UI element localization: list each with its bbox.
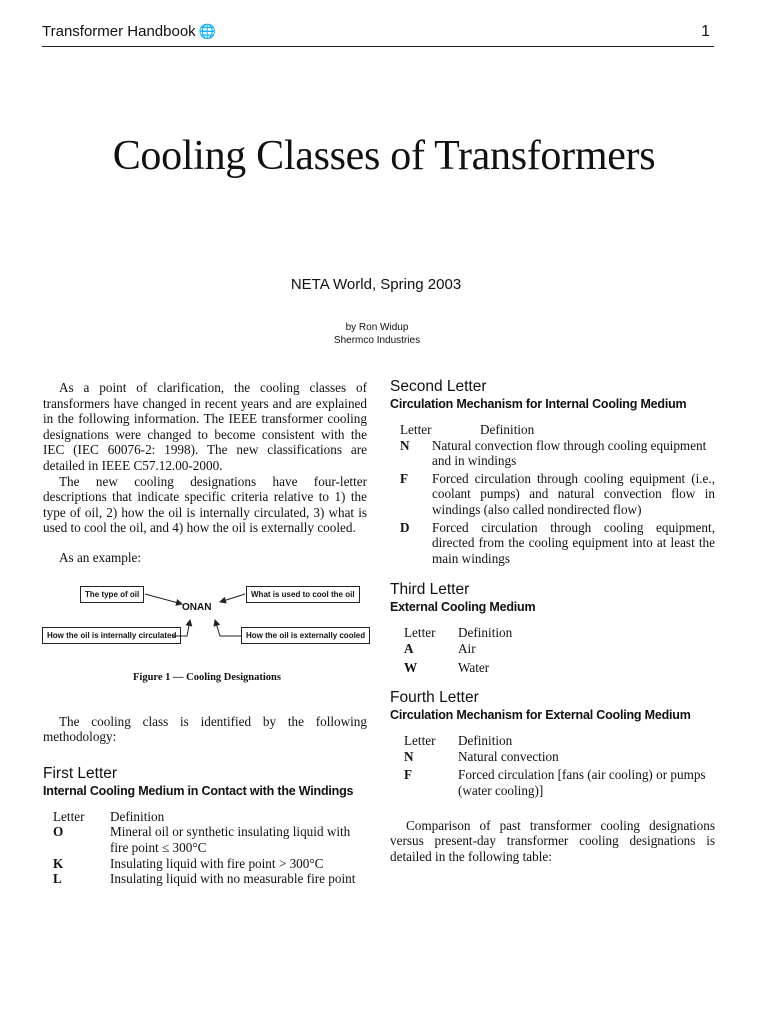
header-title: Transformer Handbook 🌐 — [42, 23, 217, 40]
label-internal-circulation: How the oil is internally circulated — [42, 627, 181, 644]
second-letter-heading: Second Letter — [390, 378, 487, 395]
third-letter-heading: Third Letter — [390, 581, 470, 599]
row-letter: D — [400, 519, 410, 535]
label-type-of-oil: The type of oil — [80, 586, 144, 603]
col-definition: Definition — [480, 422, 535, 437]
first-letter-subheading: Internal Cooling Medium in Contact with the Windings — [43, 783, 354, 798]
fourth-letter-subheading: Circulation Mechanism for External Cooling Medium — [390, 708, 691, 723]
col-letter: Letter — [404, 733, 436, 749]
col-definition: Definition — [458, 625, 513, 641]
intro-paragraph-1: As a point of clarification, the cooling classes of transformers have changed in recent years and are explained in the following information. The IEEE transformer cooling designations were changed to become consistent with the IEC (IEC 60076-2: 1998). The new classifications are detailed in IEEE C57.12.00-2000. — [43, 380, 367, 473]
left-column — [43, 380, 367, 887]
row-definition: Water — [458, 659, 490, 675]
publication-subtitle: NETA World, Spring 2003 — [290, 276, 462, 293]
row-letter: L — [53, 871, 62, 887]
row-definition: Forced circulation [fans (air cooling) or pumps (water cooling)] — [458, 767, 706, 798]
col-definition: Definition — [458, 733, 513, 749]
document-title: Cooling Classes of Transformers — [112, 133, 656, 179]
table-row — [53, 824, 367, 855]
page-number: 1 — [701, 23, 710, 40]
table-row — [53, 856, 367, 872]
row-definition: Insulating liquid with no measurable fire point — [110, 871, 356, 887]
row-letter: O — [53, 824, 64, 840]
third-letter-table — [404, 625, 715, 675]
row-definition: Natural convection flow through cooling equipment and in windings — [432, 437, 707, 469]
author: by Ron Widup — [345, 322, 409, 333]
table-row — [404, 641, 715, 657]
row-letter: W — [404, 659, 418, 675]
row-definition: Forced circulation through cooling equipment (i.e., coolant pumps) and natural convection flow in windings (also called nondirected flow) — [432, 470, 715, 517]
label-cooling-medium: What is used to cool the oil — [246, 586, 360, 603]
col-letter: Letter — [53, 808, 85, 824]
arrow-type-of-oil — [145, 594, 182, 604]
arrow-external — [215, 620, 242, 636]
col-letter: Letter — [404, 625, 436, 641]
table-row — [404, 749, 715, 765]
label-external-cooling: How the oil is externally cooled — [241, 627, 370, 644]
table-header — [404, 733, 715, 749]
globe-icon: 🌐 — [198, 23, 217, 39]
figure-caption: Figure 1 — Cooling Designations — [133, 671, 281, 683]
third-letter-subheading: External Cooling Medium — [390, 600, 536, 615]
table-row — [400, 520, 715, 567]
row-definition: Forced circulation through cooling equipment, directed from the cooling equipment into at least the main windings — [432, 519, 715, 566]
table-header — [404, 625, 715, 641]
row-letter: N — [404, 748, 414, 764]
fourth-letter-table — [404, 733, 715, 798]
first-letter-table — [53, 809, 367, 887]
table-row — [400, 471, 715, 518]
row-letter: N — [400, 437, 410, 453]
table-header — [53, 809, 367, 825]
company: Shermco Industries — [333, 335, 421, 346]
table-row — [404, 660, 715, 676]
running-header — [42, 22, 714, 47]
col-definition: Definition — [110, 808, 165, 824]
first-letter-heading: First Letter — [43, 764, 118, 782]
row-definition: Air — [458, 640, 476, 656]
onan-code: ONAN — [182, 601, 212, 613]
byline — [0, 321, 754, 347]
second-letter-table — [400, 422, 715, 566]
row-letter: K — [53, 855, 64, 871]
row-letter: A — [404, 640, 414, 656]
second-letter-subheading: Circulation Mechanism for Internal Cooling Medium — [390, 397, 687, 411]
table-header — [400, 422, 715, 438]
table-row — [404, 767, 715, 798]
row-definition: Natural convection — [458, 748, 559, 764]
intro-example: As an example: — [59, 549, 142, 565]
table-row — [400, 438, 715, 469]
col-letter: Letter — [400, 422, 432, 437]
arrow-cooling-medium — [220, 594, 245, 602]
table-row — [53, 871, 367, 887]
row-letter: F — [400, 470, 409, 486]
closing-paragraph: Comparison of past transformer cooling designations versus present-day transformer cooling designations is detailed in the following table: — [390, 817, 715, 864]
right-column — [390, 378, 715, 864]
methodology-paragraph: The cooling class is identified by the following methodology: — [43, 713, 367, 745]
intro-paragraph-2: The new cooling designations have four-letter descriptions that indicate specific criteria relative to 1) the type of oil, 2) how the oil is internally circulated, 3) what is used to cool the oil, and 4) how the oil is externally cooled. — [43, 473, 367, 536]
fourth-letter-heading: Fourth Letter — [390, 689, 479, 707]
row-definition: Insulating liquid with fire point > 300°C — [110, 855, 324, 871]
row-definition: Mineral oil or synthetic insulating liquid with fire point ≤ 300°C — [110, 824, 351, 855]
cooling-designations-figure — [42, 578, 372, 688]
row-letter: F — [404, 767, 413, 783]
